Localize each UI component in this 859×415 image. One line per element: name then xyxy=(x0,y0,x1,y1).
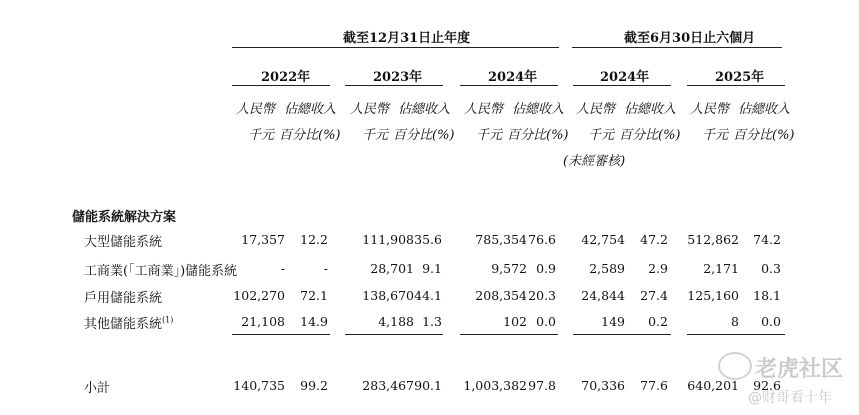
table-cell: 102,270 xyxy=(233,288,285,303)
col-rmb2-4: 千元 xyxy=(702,128,729,143)
rule-sub-2 xyxy=(460,334,558,335)
table-cell: 0.9 xyxy=(536,261,556,276)
row-label: 其他儲能系統$^{(1)}$ xyxy=(84,315,174,332)
subtotal-cell: 640,201 xyxy=(687,378,739,393)
table-cell: 27.4 xyxy=(640,288,668,303)
subtotal-cell: 92.6 xyxy=(753,378,781,393)
subtotal-cell: 97.8 xyxy=(528,378,556,393)
table-cell: 2.9 xyxy=(648,261,668,276)
table-cell: 18.1 xyxy=(753,288,781,303)
col-rmb-1: 人民幣 xyxy=(350,102,390,117)
table-cell: 9,572 xyxy=(491,261,527,276)
period-2022: 2022年 xyxy=(261,70,311,85)
period-2024-half: 2024年 xyxy=(600,70,650,85)
table-cell: - xyxy=(280,261,285,276)
rule-year-group xyxy=(232,47,559,48)
table-cell: 0.0 xyxy=(536,314,556,329)
col-rmb-4: 人民幣 xyxy=(690,102,730,117)
rule-sub-0 xyxy=(232,334,330,335)
col-rmb2-0: 千元 xyxy=(248,128,275,143)
subtotal-cell: 70,336 xyxy=(581,378,625,393)
table-cell: - xyxy=(323,261,328,276)
table-cell: 2,589 xyxy=(589,261,625,276)
section-title: 儲能系統解決方案 xyxy=(72,210,177,225)
table-cell: 208,354 xyxy=(475,288,527,303)
table-cell: 0.2 xyxy=(648,314,668,329)
subtotal-cell: 140,735 xyxy=(233,378,285,393)
rule-period-1 xyxy=(345,85,443,86)
rule-period-4 xyxy=(687,85,785,86)
period-2025-half: 2025年 xyxy=(715,70,765,85)
row-label: 大型儲能系統 xyxy=(84,235,163,250)
col-pct-4: 佔總收入 xyxy=(738,102,791,117)
col-rmb2-1: 千元 xyxy=(362,128,389,143)
col-rmb2-3: 千元 xyxy=(588,128,615,143)
header-half-group: 截至6月30日止六個月 xyxy=(624,31,756,46)
table-cell: 35.6 xyxy=(414,232,442,247)
col-rmb-3: 人民幣 xyxy=(576,102,616,117)
table-cell: 44.1 xyxy=(414,288,442,303)
col-pct2-2: 百分比(%) xyxy=(507,128,569,143)
subtotal-cell: 1,003,382 xyxy=(463,378,527,393)
table-cell: 14.9 xyxy=(300,314,328,329)
col-pct2-3: 百分比(%) xyxy=(619,128,681,143)
subtotal-cell: 283,467 xyxy=(362,378,414,393)
unaudited-note: (未經審核) xyxy=(563,154,626,169)
footnote-marker: (1) xyxy=(162,315,174,325)
table-cell: 21,108 xyxy=(241,314,285,329)
rule-sub-3 xyxy=(573,334,671,335)
col-pct-3: 佔總收入 xyxy=(624,102,677,117)
subtotal-label: 小計 xyxy=(84,381,111,396)
table-cell: 149 xyxy=(601,314,625,329)
table-cell: 2,171 xyxy=(703,261,739,276)
rule-period-2 xyxy=(460,85,558,86)
table-cell: 512,862 xyxy=(687,232,739,247)
table-cell: 20.3 xyxy=(528,288,556,303)
col-rmb2-2: 千元 xyxy=(476,128,503,143)
col-pct2-0: 百分比(%) xyxy=(279,128,341,143)
table-cell: 17,357 xyxy=(241,232,285,247)
table-cell: 785,354 xyxy=(475,232,527,247)
table-cell: 74.2 xyxy=(753,232,781,247)
row-label: 工商業(「工商業」)儲能系統 xyxy=(84,264,238,279)
watermark-title: 老虎社区 xyxy=(755,357,844,382)
subtotal-cell: 99.2 xyxy=(300,378,328,393)
period-2024: 2024年 xyxy=(488,70,538,85)
rule-half-group xyxy=(572,47,782,48)
table-cell: 111,908 xyxy=(362,232,414,247)
table-cell: 72.1 xyxy=(300,288,328,303)
table-cell: 0.3 xyxy=(761,261,781,276)
table-cell: 4,188 xyxy=(378,314,414,329)
watermark-tiger-icon xyxy=(718,352,752,380)
watermark-handle: @财哥看十年 xyxy=(748,390,832,406)
table-cell: 76.6 xyxy=(528,232,556,247)
col-pct-1: 佔總收入 xyxy=(398,102,451,117)
col-pct2-4: 百分比(%) xyxy=(733,128,795,143)
period-2023: 2023年 xyxy=(373,70,423,85)
table-cell: 138,670 xyxy=(362,288,414,303)
col-pct2-1: 百分比(%) xyxy=(393,128,455,143)
subtotal-cell: 90.1 xyxy=(414,378,442,393)
subtotal-cell: 77.6 xyxy=(640,378,668,393)
header-year-group: 截至12月31日止年度 xyxy=(343,31,471,46)
table-cell: 1.3 xyxy=(422,314,442,329)
table-cell: 8 xyxy=(731,314,739,329)
col-pct-0: 佔總收入 xyxy=(284,102,337,117)
table-cell: 12.2 xyxy=(300,232,328,247)
row-label: 戶用儲能系統 xyxy=(84,291,163,306)
table-cell: 9.1 xyxy=(422,261,442,276)
col-pct-2: 佔總收入 xyxy=(512,102,565,117)
rule-sub-4 xyxy=(687,334,785,335)
table-cell: 24,844 xyxy=(581,288,625,303)
table-cell: 125,160 xyxy=(687,288,739,303)
table-cell: 28,701 xyxy=(370,261,414,276)
table-cell: 47.2 xyxy=(640,232,668,247)
table-cell: 102 xyxy=(503,314,527,329)
col-rmb-0: 人民幣 xyxy=(236,102,276,117)
rule-sub-1 xyxy=(345,334,443,335)
rule-period-0 xyxy=(232,85,330,86)
col-rmb-2: 人民幣 xyxy=(464,102,504,117)
rule-period-3 xyxy=(573,85,671,86)
table-cell: 0.0 xyxy=(761,314,781,329)
table-cell: 42,754 xyxy=(581,232,625,247)
